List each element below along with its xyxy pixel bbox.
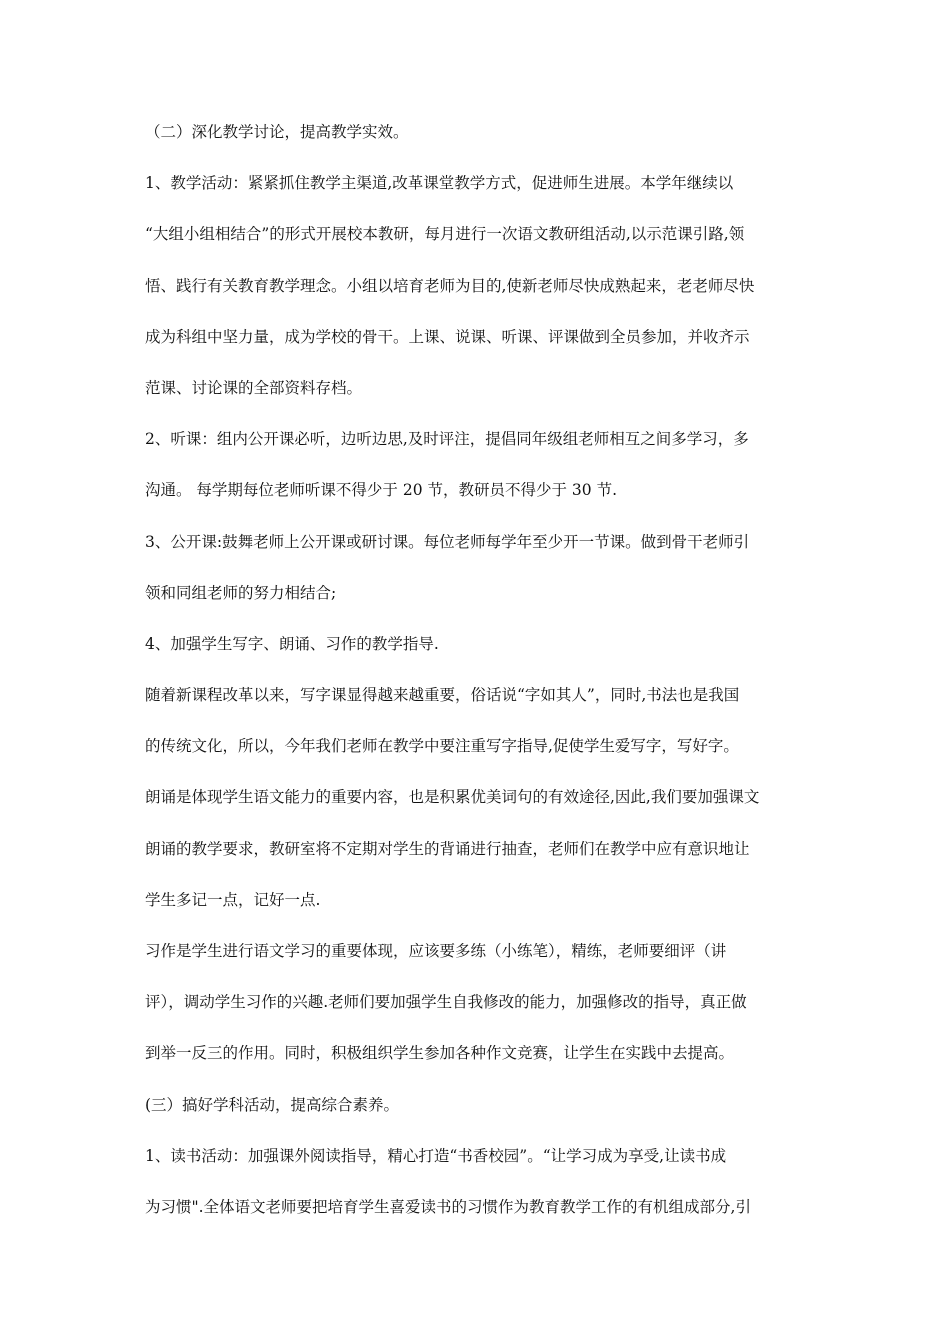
paragraph-line: 评），调动学生习作的兴趣.老师们要加强学生自我修改的能力，加强修改的指导，真正做: [145, 993, 747, 1012]
paragraph-line: 3、公开课:鼓舞老师上公开课或研讨课。每位老师每学年至少开一节课。做到骨干老师引: [145, 532, 750, 551]
paragraph-line: 1、教学活动：紧紧抓住教学主渠道,改革课堂教学方式，促进师生进展。本学年继续以: [145, 174, 734, 193]
paragraph-line: 到举一反三的作用。同时，积极组织学生参加各种作文竞赛，让学生在实践中去提高。: [145, 1044, 735, 1063]
paragraph-line: 范课、讨论课的全部资料存档。: [145, 378, 363, 397]
paragraph-line: 的传统文化，所以，今年我们老师在教学中要注重写字指导,促使学生爱写字，写好字。: [145, 737, 739, 756]
section-heading-3: (三）搞好学科活动，提高综合素养。: [145, 1095, 400, 1114]
paragraph-line: 朗诵的教学要求，教研室将不定期对学生的背诵进行抽查，老师们在教学中应有意识地让: [145, 839, 750, 858]
paragraph-line: 朗诵是体现学生语文能力的重要内容，也是积累优美词句的有效途径,因此,我们要加强课文: [145, 788, 760, 807]
paragraph-line: 沟通。 每学期每位老师听课不得少于 20 节，教研员不得少于 30 节.: [145, 481, 618, 500]
paragraph-line: 为习惯".全体语文老师要把培育学生喜爱读书的习惯作为教育教学工作的有机组成部分,引: [145, 1197, 751, 1216]
document-body: [145, 118, 810, 1244]
paragraph-line: 4、加强学生写字、朗诵、习作的教学指导.: [145, 634, 439, 653]
paragraph-line: 悟、践行有关教育教学理念。小组以培育老师为目的,使新老师尽快成熟起来，老老师尽快: [145, 276, 755, 295]
paragraph-line: 1、读书活动：加强课外阅读指导，精心打造“书香校园”。“让学习成为享受,让读书成: [145, 1146, 727, 1165]
paragraph-line: “大组小组相结合”的形式开展校本教研，每月进行一次语文教研组活动,以示范课引路,领: [145, 225, 745, 244]
paragraph-line: 2、听课：组内公开课必听，边听边思,及时评注，提倡同年级组老师相互之间多学习，多: [145, 430, 749, 449]
paragraph-line: 领和同组老师的努力相结合;: [145, 583, 337, 602]
paragraph-line: 成为科组中坚力量，成为学校的骨干。上课、说课、听课、评课做到全员参加，并收齐示: [145, 327, 750, 346]
paragraph-line: 习作是学生进行语文学习的重要体现，应该要多练（小练笔），精练，老师要细评（讲: [145, 942, 727, 960]
section-heading-2: （二）深化教学讨论，提高教学实效。: [145, 123, 409, 141]
paragraph-line: 学生多记一点，记好一点.: [145, 890, 321, 909]
paragraph-line: 随着新课程改革以来，写字课显得越来越重要，俗话说“字如其人”，同时,书法也是我国: [145, 686, 740, 705]
